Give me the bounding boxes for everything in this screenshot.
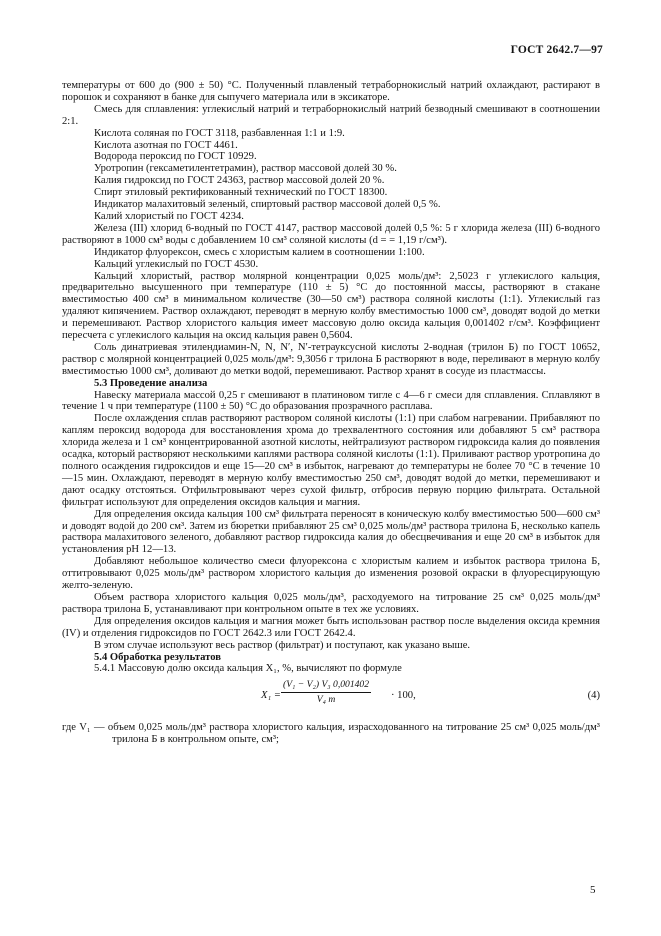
reagent-item: Уротропин (гексаметилентетрамин), раствор массовой долей 30 %. — [94, 163, 397, 175]
formula-fraction — [281, 678, 371, 706]
formula-lhs: X₁ = — [261, 690, 281, 702]
reagent-item: Кальций хлористый, раствор молярной концентрации 0,025 моль/дм³: 2,5023 г углекислого кальция, предварительно высушенного при температуре (110 ± 5) °С до постоянной массы, растворяют в стакане вместимостью 400 см³ в минимальном количестве (30—50 см³) раствора соляной кислоты (1:1). Углекислый газ удаляют кипячением. Раствор охлаждают, переводят в мерную колбу вместимостью 1000 см³, доводят водой до метки и перемешивают. Раствор хлористого кальция имеет массовую долю оксида кальция 0,001402 г/см³. Коэффициент пересчета с углекислого кальция на оксид кальция равен 0,5604. — [62, 270, 600, 342]
formula-multiplier: · 100, — [391, 690, 416, 702]
formula-numerator: (V₁ − V₂) V₃ 0,001402 — [281, 678, 371, 693]
reagent-item: Калия гидроксид по ГОСТ 24363, раствор массовой долей 20 %. — [94, 175, 385, 187]
paragraph: После охлаждения сплав растворяют раствором соляной кислоты (1:1) при слабом нагревании. Прибавляют по каплям пероксид водорода для восстановления хрома до трехвалентного состояния или добавляют 5 см³ раствора хлорида железа и 1 см³ концентрированной азотной кислоты, нейтрализуют раствором гидроксида калия до появления осадка, который растворяют несколькими каплями раствора соляной кислоты (1:1). Приливают раствор уротропина до полного осаждения гидроксидов и еще 15—20 см³ в избыток, нагревают до температуры не более 70 °С в течение 10—15 мин. Охлаждают, переводят в мерную колбу вместимостью 250 см³, доводят водой до метки, перемешивают и дают осадку отстояться. Отфильтровывают через сухой фильтр, отбросив первую порцию фильтрата. Остальной фильтрат используют для определения оксидов кальция и магния. — [62, 413, 600, 508]
reagent-item: Соль динатриевая этилендиамин-N, N, N′, N′-тетрауксусной кислоты 2-водная (трилон Б) по ГОСТ 10652, раствор с молярной концентрацией 0,025 моль/дм³: 9,3056 г трилона Б растворяют в воде, переливают в мерную колбу вместимостью 1000 см³, доливают до метки водой, перемешивают. Раствор хранят в сосуде из пластмассы. — [62, 341, 600, 377]
formula-4 — [62, 678, 600, 718]
document-code-header: ГОСТ 2642.7—97 — [510, 44, 603, 56]
section-heading-results: 5.4 Обработка результатов — [94, 651, 221, 663]
reagent-item: Индикатор флуорексон, смесь с хлористым калием в соотношении 1:100. — [94, 246, 425, 258]
formula-legend: где V₁ — объем 0,025 моль/дм³ раствора хлористого кальция, израсходованного на титрование 25 см³ 0,025 моль/дм³ трилона Б в контрольном опыте, см³; — [62, 722, 600, 746]
paragraph: Добавляют небольшое количество смеси флуорексона с хлористым калием и избыток раствора трилона Б, оттитровывают 0,025 моль/дм³ раствором хлористого кальция до изменения розовой окраски в флуоресцирующую желто-зеленую. — [62, 556, 600, 592]
reagent-item: Водорода пероксид по ГОСТ 10929. — [94, 151, 257, 163]
page-number: 5 — [590, 884, 596, 896]
paragraph: 5.4.1 Массовую долю оксида кальция X₁, %, вычисляют по формуле — [94, 663, 402, 675]
reagent-item: Кислота азотная по ГОСТ 4461. — [94, 139, 238, 151]
paragraph: Объем раствора хлористого кальция 0,025 моль/дм³, расходуемого на титрование 25 см³ 0,025 моль/дм³ раствора трилона Б, устанавливают при контрольном опыте в тех же условиях. — [62, 591, 600, 615]
section-heading-analysis: 5.3 Проведение анализа — [94, 377, 208, 389]
reagent-item: Кальций углекислый по ГОСТ 4530. — [94, 258, 259, 270]
reagent-item: Калий хлористый по ГОСТ 4234. — [94, 210, 244, 222]
paragraph: Смесь для сплавления: углекислый натрий и тетраборнокислый натрий безводный смешивают в соотношении 2:1. — [62, 103, 600, 127]
reagent-item: Индикатор малахитовый зеленый, спиртовый раствор массовой долей 0,5 %. — [94, 199, 441, 211]
formula-denominator: V₄ m — [316, 694, 336, 706]
paragraph: Для определения оксида кальция 100 см³ фильтрата переносят в коническую колбу вместимостью 500—600 см³ и доводят водой до 200 см³. Затем из бюретки прибавляют 25 см³ 0,025 моль/дм³ раствора трилона Б, несколько капель раствора малахитового зеленого, добавляют раствор гидроксида калия до обесцвечивания и еще 20 см³ в избыток для установления рН 12—13. — [62, 508, 600, 556]
reagent-item: Кислота соляная по ГОСТ 3118, разбавленная 1:1 и 1:9. — [94, 127, 345, 139]
paragraph: температуры от 600 до (900 ± 50) °С. Полученный плавленый тетраборнокислый натрий охлаждают, растирают в порошок и сохраняют в банке для сыпучего материала или в эксикаторе. — [62, 80, 600, 103]
paragraph: В этом случае используют весь раствор (фильтрат) и поступают, как указано выше. — [94, 639, 471, 651]
document-body — [62, 80, 600, 746]
paragraph: Навеску материала массой 0,25 г смешивают в платиновом тигле с 4—6 г смеси для сплавления. Сплавляют в течение 1 ч при температуре (1100 ± 50) °С до образования прозрачного расплава. — [62, 389, 600, 413]
paragraph: Для определения оксидов кальция и магния может быть использован раствор после выделения оксида кремния (IV) и отделения гидроксидов по ГОСТ 2642.3 или ГОСТ 2642.4. — [62, 615, 600, 639]
reagent-item: Железа (III) хлорид 6-водный по ГОСТ 4147, раствор массовой долей 0,5 %: 5 г хлорида железа (III) 6-водного растворяют в 1000 см³ воды с добавлением 10 см³ соляной кислоты (d = = 1,19 г/см³). — [62, 222, 600, 246]
reagent-item: Спирт этиловый ректификованный технический по ГОСТ 18300. — [94, 187, 388, 199]
formula-number: (4) — [587, 690, 600, 702]
